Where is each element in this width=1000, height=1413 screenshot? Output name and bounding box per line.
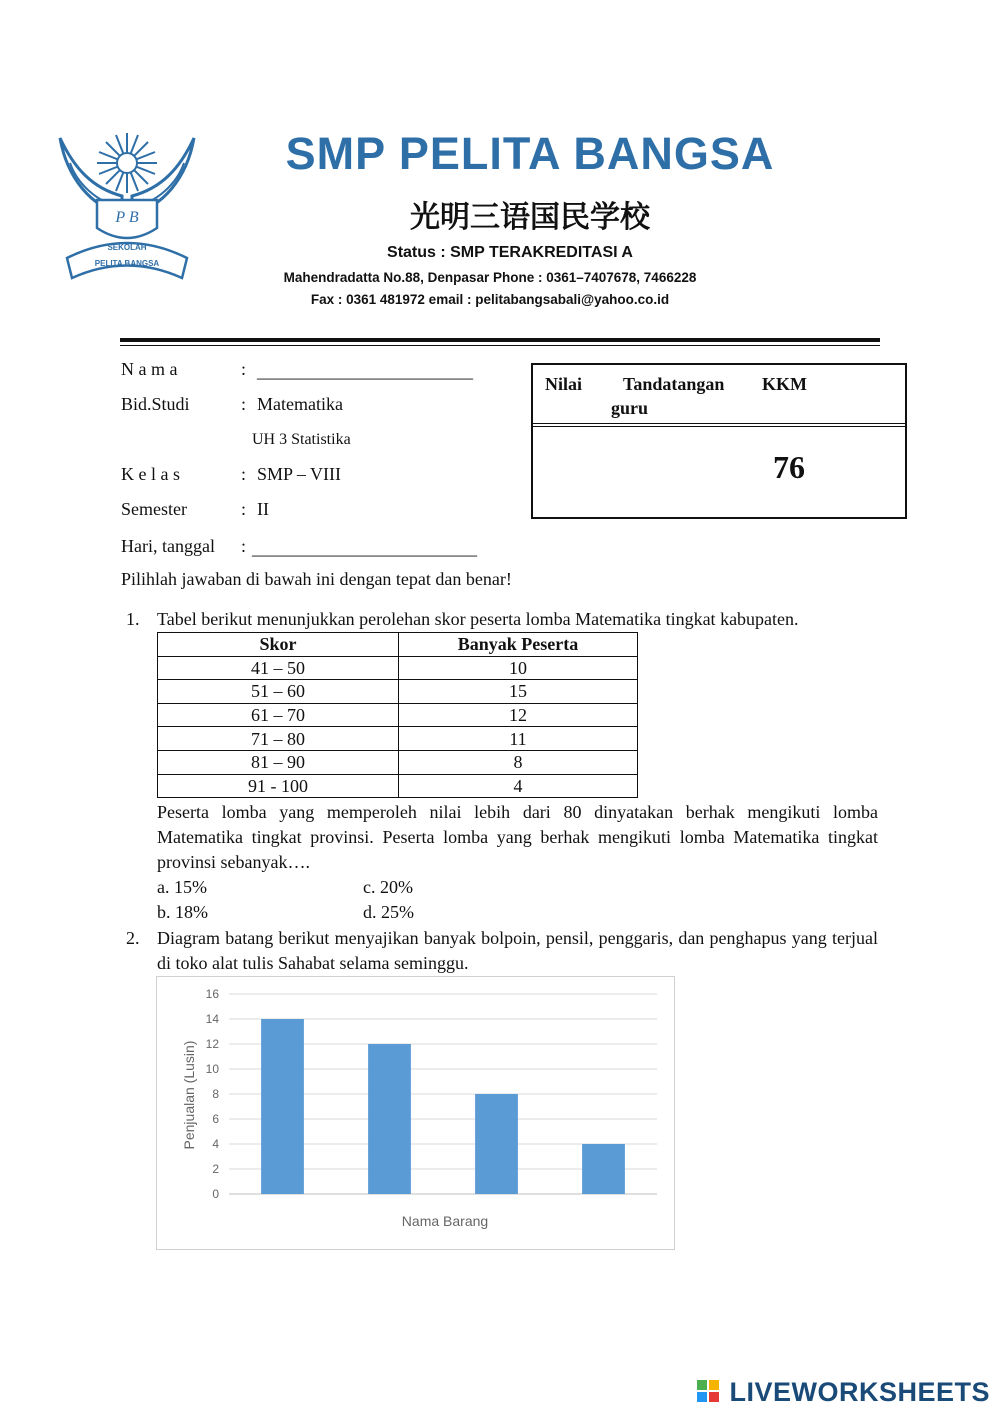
table-cell-skor: 71 – 80: [158, 727, 399, 751]
y-tick-label: 8: [212, 1087, 219, 1101]
exam-name: UH 3 Statistika: [252, 431, 351, 448]
table-row: [158, 774, 638, 798]
school-logo: [52, 118, 202, 288]
question-1-option-d[interactable]: d. 25%: [363, 902, 414, 922]
y-tick-label: 0: [212, 1187, 219, 1201]
hari-tanggal-colon: :: [241, 536, 247, 556]
tandatangan-header: Tandatangan: [623, 374, 725, 394]
bar: [368, 1044, 411, 1194]
table-cell-peserta: 8: [399, 750, 638, 774]
logo-text-top: SEKOLAH: [107, 243, 147, 252]
table-cell-peserta: 11: [399, 727, 638, 751]
score-box-divider: [533, 423, 905, 427]
table-cell-skor: 81 – 90: [158, 750, 399, 774]
nilai-header: Nilai: [545, 374, 583, 394]
y-axis-title: Penjualan (Lusin): [181, 1040, 197, 1150]
y-tick-label: 14: [205, 1012, 219, 1026]
y-tick-label: 12: [205, 1037, 219, 1051]
table-row: [158, 750, 638, 774]
y-tick-label: 2: [212, 1162, 219, 1176]
bar: [582, 1144, 625, 1194]
table-row: [158, 727, 638, 751]
bar: [261, 1019, 304, 1194]
table-cell-skor: 51 – 60: [158, 680, 399, 704]
table-row: [158, 703, 638, 727]
table-cell-peserta: 15: [399, 680, 638, 704]
kelas-label: K e l a s: [121, 464, 180, 484]
school-name: SMP PELITA BANGSA: [285, 128, 775, 179]
sales-bar-chart: [156, 976, 675, 1250]
bar: [475, 1094, 518, 1194]
guru-header: guru: [611, 398, 649, 418]
accreditation-status: Status : SMP TERAKREDITASI A: [387, 244, 633, 261]
nama-field[interactable]: ________________________: [257, 361, 473, 381]
score-box: [531, 363, 907, 519]
question-1-option-b[interactable]: b. 18%: [157, 902, 208, 922]
question-1-body: Peserta lomba yang memperoleh nilai lebih dari 80 dinyatakan berhak mengikuti lomba Matematika tingkat provinsi. Peserta lomba yang berhak mengikuti lomba Matematika tingkat provinsi sebanyak….: [157, 802, 878, 872]
question-1-option-a[interactable]: a. 15%: [157, 877, 207, 897]
table-cell-skor: 41 – 50: [158, 656, 399, 680]
logo-text-bottom: PELITA BANGSA: [94, 259, 160, 268]
bidstudi-value: Matematika: [257, 394, 343, 414]
semester-label: Semester: [121, 499, 187, 519]
y-tick-label: 6: [212, 1112, 219, 1126]
question-2-prompt: Diagram batang berikut menyajikan banyak bolpoin, pensil, penggaris, dan penghapus yang terjual di toko alat tulis Sahabat selama seminggu.: [157, 928, 878, 973]
table-cell-skor: 91 - 100: [158, 774, 399, 798]
instruction: Pilihlah jawaban di bawah ini dengan tepat dan benar!: [121, 569, 512, 589]
table-header-skor: Skor: [158, 633, 399, 657]
y-tick-label: 10: [205, 1062, 219, 1076]
table-cell-peserta: 12: [399, 703, 638, 727]
liveworksheets-logo-icon: [697, 1380, 719, 1402]
question-1-number: 1.: [126, 609, 140, 629]
hari-tanggal-label: Hari, tanggal: [121, 536, 215, 556]
table-row: [158, 680, 638, 704]
hari-tanggal-field[interactable]: _________________________: [252, 538, 477, 558]
x-axis-title: Nama Barang: [401, 1213, 489, 1229]
nama-colon: :: [241, 359, 247, 379]
y-tick-label: 16: [205, 987, 219, 1001]
kelas-colon: :: [241, 464, 247, 484]
y-tick-label: 4: [212, 1137, 219, 1151]
question-2-number: 2.: [126, 928, 140, 948]
semester-value: II: [257, 499, 269, 519]
header-divider: [120, 338, 880, 342]
header-divider-thin: [120, 345, 880, 346]
score-table: [157, 632, 638, 798]
table-cell-skor: 61 – 70: [158, 703, 399, 727]
bidstudi-colon: :: [241, 394, 247, 414]
question-1-prompt: Tabel berikut menunjukkan perolehan skor peserta lomba Matematika tingkat kabupaten.: [157, 609, 799, 629]
table-cell-peserta: 10: [399, 656, 638, 680]
question-1-option-c[interactable]: c. 20%: [363, 877, 413, 897]
kkm-value: 76: [773, 449, 805, 485]
bidstudi-label: Bid.Studi: [121, 394, 190, 414]
school-address: Mahendradatta No.88, Denpasar Phone : 0361–7407678, 7466228: [283, 270, 697, 285]
semester-colon: :: [241, 499, 247, 519]
table-cell-peserta: 4: [399, 774, 638, 798]
table-header-banyak-peserta: Banyak Peserta: [399, 633, 638, 657]
table-header-row: [158, 633, 638, 657]
table-row: [158, 656, 638, 680]
liveworksheets-brand: LIVEWORKSHEETS: [729, 1377, 990, 1407]
school-fax-email: Fax : 0361 481972 email : pelitabangsabali@yahoo.co.id: [310, 292, 670, 307]
logo-initials: P B: [115, 209, 139, 226]
chart-canvas: [157, 977, 674, 1249]
kkm-header: KKM: [762, 374, 807, 394]
school-name-chinese: 光明三语国民学校: [410, 200, 650, 235]
kelas-value: SMP – VIII: [257, 464, 342, 484]
nama-label: N a m a: [121, 359, 178, 379]
